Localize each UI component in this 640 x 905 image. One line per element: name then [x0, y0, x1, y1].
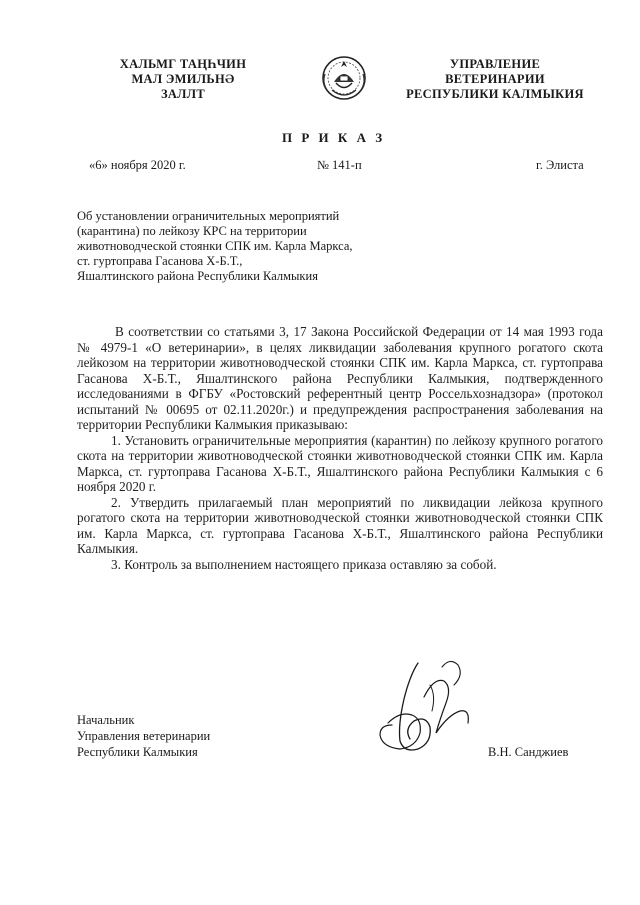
handwritten-signature — [360, 655, 480, 760]
header-left-block — [108, 57, 258, 102]
body-item-3: 3. Контроль за выполнением настоящего приказа оставляю за собой. — [111, 556, 497, 572]
header-left-line-3: ЗАЛЛТ — [160, 87, 206, 101]
body-item-2: 2. Утвердить прилагаемый план мероприятий по ликвидации лейкоза крупного рогатого скота на территории животноводческой стоянки животноводческой стоянки СПК им. Карла Маркса, ст. гуртоправа Гасанова Х-Б.Т., Яшалтинского района Республики Калмыкия. — [77, 494, 603, 556]
header-right-line-1: УПРАВЛЕНИЕ — [449, 57, 541, 71]
subject-line-4: ст. гуртоправа Гасанова Х-Б.Т., — [77, 254, 243, 268]
subject-line-1: Об установлении ограничительных мероприятий — [77, 209, 340, 223]
order-body — [77, 324, 603, 572]
body-intro-paragraph: В соответствии со статьями 3, 17 Закона Российской Федерации от 14 мая 1993 года № 4979-1 «О ветеринарии», в целях ликвидации заболевания крупного рогатого скота лейкозом на территории животноводческой стоянки СПК им. Карла Маркса, ст. гуртоправа Гасанова Х-Б.Т., Яшалтинского района Республики Калмыкия, подтвержденного исследованиями в ФГБУ «Ростовский референтный центр Россельхознадзора» (протокол испытаний № 00695 от 02.11.2020г.) и предупреждения распространения заболевания на территории Республики Калмыкия приказываю: — [77, 324, 603, 432]
subject-line-3: животноводческой стоянки СПК им. Карла Маркса, — [77, 239, 353, 253]
document-title: П Р И К А З — [282, 130, 386, 145]
order-subject — [77, 209, 353, 284]
header-right-line-3: РЕСПУБЛИКИ КАЛМЫКИЯ — [406, 87, 584, 101]
subject-line-5: Яшалтинского района Республики Калмыкия — [77, 269, 318, 283]
signatory-name: В.Н. Санджиев — [488, 745, 569, 759]
signatory-position-line-1: Начальник — [77, 713, 135, 727]
kalmykia-emblem-icon — [321, 52, 367, 104]
header-left-line-2: МАЛ ЭМИЛЬНӘ — [131, 72, 235, 86]
signatory-position-line-3: Республики Калмыкия — [77, 745, 198, 759]
signatory-position — [77, 712, 210, 760]
header-right-line-2: ВЕТЕРИНАРИИ — [445, 72, 545, 86]
signatory-position-line-2: Управления ветеринарии — [77, 729, 211, 743]
body-item-1: 1. Установить ограничительные мероприятия (карантин) по лейкозу крупного рогатого скота на территории животноводческой стоянки животноводческой стоянки СПК им. Карла Маркса, ст. гуртоправа Гасанова Х-Б.Т., Яшалтинского района Республики Калмыкия с 6 ноября 2020 г. — [77, 432, 603, 494]
order-number: № 141-п — [317, 158, 362, 172]
header-left-line-1: ХАЛЬМГ ТАҢҺЧИН — [119, 57, 247, 71]
order-city: г. Элиста — [536, 158, 584, 172]
subject-line-2: (карантина) по лейкозу КРС на территории — [77, 224, 307, 238]
order-date: «6» ноября 2020 г. — [89, 158, 186, 172]
header-right-block — [400, 57, 590, 102]
